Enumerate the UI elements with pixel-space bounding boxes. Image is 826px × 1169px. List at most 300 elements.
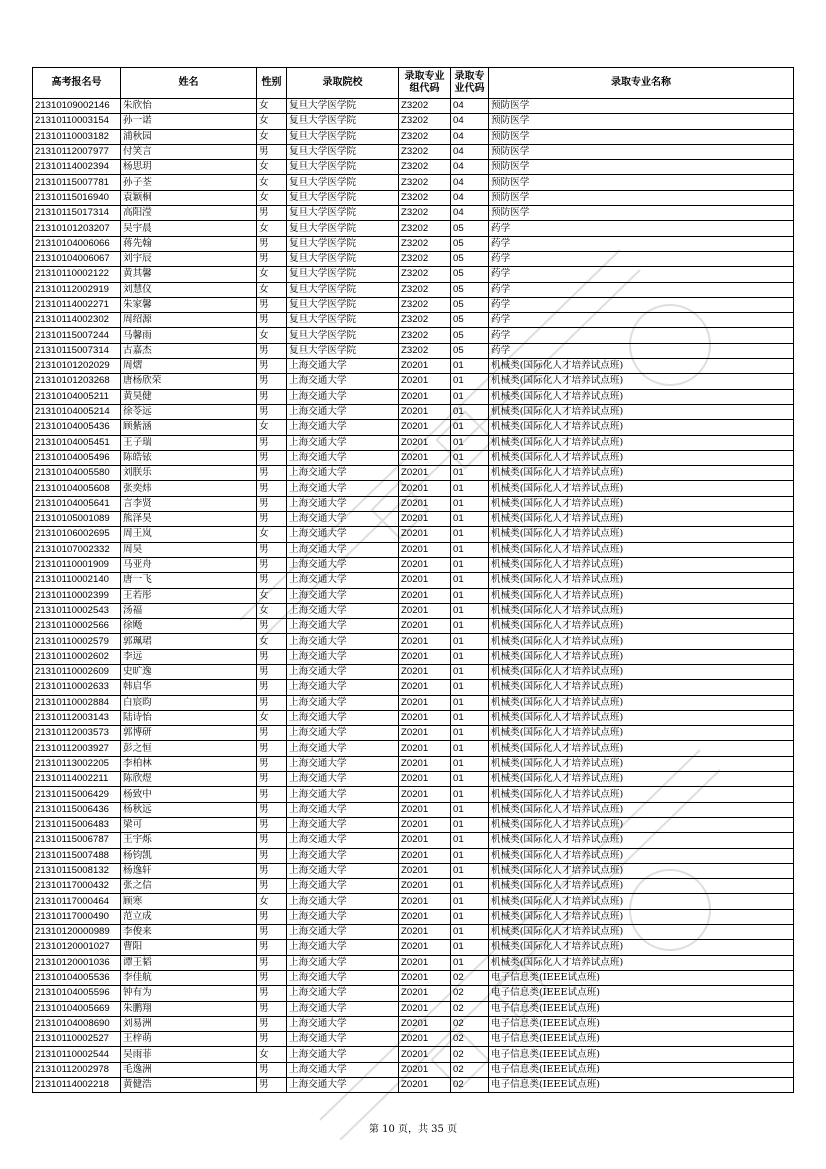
cell-major-name: 机械类(国际化人才培养试点班)	[489, 466, 794, 481]
cell-major-name: 机械类(国际化人才培养试点班)	[489, 664, 794, 679]
cell-gender: 女	[257, 267, 287, 282]
cell-major-code: 01	[451, 619, 489, 634]
cell-exam-id: 21310110001909	[33, 557, 121, 572]
cell-major-name: 机械类(国际化人才培养试点班)	[489, 603, 794, 618]
cell-gender: 男	[257, 802, 287, 817]
cell-group-code: Z3202	[399, 129, 451, 144]
cell-major-name: 药学	[489, 236, 794, 251]
cell-gender: 男	[257, 389, 287, 404]
cell-name: 周绍源	[121, 313, 257, 328]
cell-group-code: Z0201	[399, 833, 451, 848]
table-row	[33, 389, 794, 404]
cell-exam-id: 21310115017314	[33, 206, 121, 221]
cell-group-code: Z0201	[399, 772, 451, 787]
cell-major-name: 机械类(国际化人才培养试点班)	[489, 359, 794, 374]
cell-gender: 男	[257, 297, 287, 312]
cell-gender: 女	[257, 634, 287, 649]
cell-exam-id: 21310104005211	[33, 389, 121, 404]
cell-major-name: 机械类(国际化人才培养试点班)	[489, 787, 794, 802]
cell-name: 孙一诺	[121, 114, 257, 129]
cell-major-name: 机械类(国际化人才培养试点班)	[489, 879, 794, 894]
cell-group-code: Z0201	[399, 787, 451, 802]
cell-gender: 男	[257, 466, 287, 481]
cell-gender: 女	[257, 221, 287, 236]
cell-exam-id: 21310110003154	[33, 114, 121, 129]
cell-name: 黄其馨	[121, 267, 257, 282]
cell-name: 李佳航	[121, 970, 257, 985]
cell-exam-id: 21310110002543	[33, 603, 121, 618]
cell-name: 言李贤	[121, 496, 257, 511]
cell-exam-id: 21310120000989	[33, 925, 121, 940]
cell-major-code: 01	[451, 634, 489, 649]
cell-group-code: Z0201	[399, 802, 451, 817]
cell-name: 梁可	[121, 817, 257, 832]
cell-name: 陈欣煜	[121, 772, 257, 787]
cell-gender: 女	[257, 328, 287, 343]
cell-name: 曹阳	[121, 940, 257, 955]
cell-name: 张奕炜	[121, 481, 257, 496]
cell-major-name: 机械类(国际化人才培养试点班)	[489, 863, 794, 878]
cell-school: 复旦大学医学院	[287, 175, 399, 190]
cell-major-code: 01	[451, 955, 489, 970]
cell-gender: 男	[257, 1062, 287, 1077]
cell-major-code: 01	[451, 649, 489, 664]
cell-major-code: 05	[451, 282, 489, 297]
table-row	[33, 787, 794, 802]
cell-major-name: 药学	[489, 343, 794, 358]
cell-gender: 男	[257, 1016, 287, 1031]
cell-major-name: 机械类(国际化人才培养试点班)	[489, 557, 794, 572]
cell-major-code: 01	[451, 466, 489, 481]
cell-school: 上海交通大学	[287, 573, 399, 588]
cell-school: 复旦大学医学院	[287, 328, 399, 343]
cell-exam-id: 21310120001027	[33, 940, 121, 955]
cell-school: 上海交通大学	[287, 527, 399, 542]
cell-gender: 女	[257, 282, 287, 297]
cell-gender: 男	[257, 542, 287, 557]
cell-school: 上海交通大学	[287, 557, 399, 572]
cell-exam-id: 21310115008132	[33, 863, 121, 878]
table-row	[33, 512, 794, 527]
cell-major-name: 机械类(国际化人才培养试点班)	[489, 512, 794, 527]
cell-group-code: Z0201	[399, 619, 451, 634]
cell-major-name: 预防医学	[489, 144, 794, 159]
cell-name: 唐一飞	[121, 573, 257, 588]
cell-name: 史旷逸	[121, 664, 257, 679]
cell-gender: 男	[257, 986, 287, 1001]
cell-group-code: Z0201	[399, 496, 451, 511]
cell-group-code: Z3202	[399, 343, 451, 358]
cell-name: 张之信	[121, 879, 257, 894]
table-row	[33, 925, 794, 940]
cell-name: 毛逸洲	[121, 1062, 257, 1077]
table-row	[33, 1062, 794, 1077]
cell-exam-id: 21310104005580	[33, 466, 121, 481]
cell-gender: 男	[257, 756, 287, 771]
cell-gender: 男	[257, 435, 287, 450]
table-row	[33, 680, 794, 695]
cell-gender: 女	[257, 190, 287, 205]
cell-exam-id: 21310104008690	[33, 1016, 121, 1031]
table-row	[33, 404, 794, 419]
cell-major-code: 04	[451, 114, 489, 129]
cell-name: 杨秋远	[121, 802, 257, 817]
cell-major-name: 预防医学	[489, 160, 794, 175]
table-row	[33, 970, 794, 985]
cell-gender: 男	[257, 848, 287, 863]
cell-school: 上海交通大学	[287, 741, 399, 756]
cell-exam-id: 21310115006787	[33, 833, 121, 848]
cell-group-code: Z0201	[399, 466, 451, 481]
cell-exam-id: 21310110003182	[33, 129, 121, 144]
cell-school: 复旦大学医学院	[287, 160, 399, 175]
cell-school: 上海交通大学	[287, 726, 399, 741]
cell-major-name: 药学	[489, 221, 794, 236]
cell-major-code: 02	[451, 1062, 489, 1077]
cell-group-code: Z3202	[399, 297, 451, 312]
cell-exam-id: 21310115007244	[33, 328, 121, 343]
cell-exam-id: 21310112002978	[33, 1062, 121, 1077]
table-row	[33, 619, 794, 634]
cell-major-code: 05	[451, 313, 489, 328]
cell-group-code: Z3202	[399, 144, 451, 159]
cell-exam-id: 21310110002633	[33, 680, 121, 695]
cell-major-code: 01	[451, 420, 489, 435]
cell-exam-id: 21310110002884	[33, 695, 121, 710]
cell-major-name: 机械类(国际化人才培养试点班)	[489, 404, 794, 419]
cell-major-name: 电子信息类(IEEE试点班)	[489, 1032, 794, 1047]
cell-gender: 女	[257, 114, 287, 129]
cell-name: 刘慧仪	[121, 282, 257, 297]
cell-school: 上海交通大学	[287, 664, 399, 679]
table-row	[33, 313, 794, 328]
cell-group-code: Z3202	[399, 175, 451, 190]
cell-gender: 男	[257, 1032, 287, 1047]
table-row	[33, 236, 794, 251]
cell-exam-id: 21310104005214	[33, 404, 121, 419]
cell-group-code: Z0201	[399, 955, 451, 970]
table-row	[33, 1016, 794, 1031]
cell-exam-id: 21310114002394	[33, 160, 121, 175]
cell-school: 上海交通大学	[287, 374, 399, 389]
cell-gender: 男	[257, 970, 287, 985]
cell-gender: 男	[257, 925, 287, 940]
header-exam-id: 高考报名号	[33, 68, 121, 99]
cell-school: 上海交通大学	[287, 817, 399, 832]
cell-major-code: 01	[451, 848, 489, 863]
table-row	[33, 466, 794, 481]
cell-name: 周王岚	[121, 527, 257, 542]
cell-major-code: 05	[451, 236, 489, 251]
cell-major-code: 01	[451, 741, 489, 756]
table-row	[33, 297, 794, 312]
cell-major-code: 01	[451, 756, 489, 771]
cell-name: 王宇烁	[121, 833, 257, 848]
cell-name: 顾紫涵	[121, 420, 257, 435]
table-row	[33, 955, 794, 970]
cell-school: 上海交通大学	[287, 481, 399, 496]
cell-group-code: Z0201	[399, 1001, 451, 1016]
table-row	[33, 573, 794, 588]
cell-school: 上海交通大学	[287, 772, 399, 787]
cell-exam-id: 21310112007977	[33, 144, 121, 159]
table-row	[33, 221, 794, 236]
cell-major-code: 01	[451, 496, 489, 511]
cell-exam-id: 21310104005451	[33, 435, 121, 450]
cell-school: 上海交通大学	[287, 496, 399, 511]
cell-name: 杨逸轩	[121, 863, 257, 878]
table-row	[33, 710, 794, 725]
cell-major-code: 05	[451, 343, 489, 358]
cell-school: 复旦大学医学院	[287, 144, 399, 159]
cell-gender: 男	[257, 664, 287, 679]
cell-group-code: Z0201	[399, 756, 451, 771]
cell-school: 复旦大学医学院	[287, 313, 399, 328]
header-group-code: 录取专业组代码	[399, 68, 451, 99]
cell-gender: 男	[257, 649, 287, 664]
cell-gender: 男	[257, 313, 287, 328]
cell-major-name: 机械类(国际化人才培养试点班)	[489, 833, 794, 848]
cell-exam-id: 21310115007488	[33, 848, 121, 863]
cell-major-code: 05	[451, 267, 489, 282]
cell-group-code: Z3202	[399, 267, 451, 282]
cell-exam-id: 21310110002122	[33, 267, 121, 282]
cell-exam-id: 21310114002271	[33, 297, 121, 312]
cell-name: 徐飏	[121, 619, 257, 634]
cell-group-code: Z3202	[399, 328, 451, 343]
cell-major-name: 机械类(国际化人才培养试点班)	[489, 848, 794, 863]
cell-group-code: Z0201	[399, 863, 451, 878]
cell-name: 郭珮珺	[121, 634, 257, 649]
cell-major-name: 机械类(国际化人才培养试点班)	[489, 649, 794, 664]
cell-gender: 男	[257, 879, 287, 894]
cell-group-code: Z0201	[399, 1016, 451, 1031]
cell-major-code: 01	[451, 879, 489, 894]
cell-group-code: Z0201	[399, 879, 451, 894]
cell-major-code: 02	[451, 1001, 489, 1016]
table-row	[33, 1078, 794, 1093]
cell-major-code: 01	[451, 787, 489, 802]
cell-gender: 男	[257, 343, 287, 358]
cell-major-name: 机械类(国际化人才培养试点班)	[489, 802, 794, 817]
cell-name: 陈皓铱	[121, 450, 257, 465]
cell-exam-id: 21310115007781	[33, 175, 121, 190]
cell-gender: 男	[257, 680, 287, 695]
cell-exam-id: 21310104005641	[33, 496, 121, 511]
cell-major-code: 01	[451, 389, 489, 404]
cell-gender: 男	[257, 404, 287, 419]
cell-exam-id: 21310110002140	[33, 573, 121, 588]
cell-major-name: 机械类(国际化人才培养试点班)	[489, 435, 794, 450]
cell-group-code: Z0201	[399, 817, 451, 832]
cell-school: 上海交通大学	[287, 1001, 399, 1016]
cell-major-code: 05	[451, 297, 489, 312]
cell-gender: 男	[257, 955, 287, 970]
table-row	[33, 940, 794, 955]
cell-gender: 男	[257, 512, 287, 527]
cell-name: 朱家馨	[121, 297, 257, 312]
table-row	[33, 833, 794, 848]
cell-major-name: 电子信息类(IEEE试点班)	[489, 1062, 794, 1077]
table-row	[33, 343, 794, 358]
cell-group-code: Z0201	[399, 741, 451, 756]
cell-gender: 男	[257, 1001, 287, 1016]
cell-major-name: 机械类(国际化人才培养试点班)	[489, 389, 794, 404]
cell-name: 吴雨菲	[121, 1047, 257, 1062]
cell-school: 上海交通大学	[287, 588, 399, 603]
cell-exam-id: 21310104005496	[33, 450, 121, 465]
cell-exam-id: 21310109002146	[33, 99, 121, 114]
table-row	[33, 359, 794, 374]
cell-school: 上海交通大学	[287, 512, 399, 527]
cell-exam-id: 21310117000464	[33, 894, 121, 909]
header-gender: 性别	[257, 68, 287, 99]
cell-major-name: 药学	[489, 297, 794, 312]
cell-exam-id: 21310112002919	[33, 282, 121, 297]
cell-school: 上海交通大学	[287, 909, 399, 924]
table-row	[33, 114, 794, 129]
cell-exam-id: 21310110002527	[33, 1032, 121, 1047]
cell-group-code: Z0201	[399, 940, 451, 955]
cell-school: 复旦大学医学院	[287, 251, 399, 266]
table-row	[33, 726, 794, 741]
cell-school: 上海交通大学	[287, 1078, 399, 1093]
admission-table	[32, 67, 794, 1093]
cell-school: 复旦大学医学院	[287, 221, 399, 236]
cell-gender: 女	[257, 527, 287, 542]
cell-name: 朱鹏翔	[121, 1001, 257, 1016]
table-row	[33, 741, 794, 756]
table-row	[33, 756, 794, 771]
cell-major-code: 01	[451, 573, 489, 588]
table-row	[33, 481, 794, 496]
cell-name: 陆诗怡	[121, 710, 257, 725]
cell-name: 王若彤	[121, 588, 257, 603]
cell-gender: 男	[257, 619, 287, 634]
header-school: 录取院校	[287, 68, 399, 99]
table-row	[33, 986, 794, 1001]
cell-exam-id: 21310101203268	[33, 374, 121, 389]
cell-major-name: 药学	[489, 313, 794, 328]
cell-name: 马馨雨	[121, 328, 257, 343]
cell-gender: 女	[257, 603, 287, 618]
cell-major-name: 机械类(国际化人才培养试点班)	[489, 542, 794, 557]
cell-school: 上海交通大学	[287, 940, 399, 955]
cell-school: 上海交通大学	[287, 466, 399, 481]
cell-group-code: Z0201	[399, 404, 451, 419]
table-row	[33, 267, 794, 282]
cell-exam-id: 21310107002332	[33, 542, 121, 557]
cell-major-name: 机械类(国际化人才培养试点班)	[489, 680, 794, 695]
cell-school: 上海交通大学	[287, 542, 399, 557]
cell-major-code: 01	[451, 940, 489, 955]
cell-group-code: Z3202	[399, 206, 451, 221]
cell-name: 黄健浩	[121, 1078, 257, 1093]
cell-gender: 女	[257, 99, 287, 114]
table-row	[33, 1047, 794, 1062]
cell-gender: 男	[257, 817, 287, 832]
cell-name: 范立成	[121, 909, 257, 924]
table-row	[33, 634, 794, 649]
cell-group-code: Z0201	[399, 603, 451, 618]
cell-name: 高阳滢	[121, 206, 257, 221]
cell-gender: 女	[257, 894, 287, 909]
header-major-name: 录取专业名称	[489, 68, 794, 99]
cell-major-name: 机械类(国际化人才培养试点班)	[489, 817, 794, 832]
cell-group-code: Z0201	[399, 542, 451, 557]
table-row	[33, 251, 794, 266]
cell-school: 上海交通大学	[287, 1032, 399, 1047]
table-row	[33, 144, 794, 159]
table-header-row	[33, 68, 794, 99]
cell-gender: 女	[257, 175, 287, 190]
cell-group-code: Z3202	[399, 160, 451, 175]
cell-group-code: Z0201	[399, 634, 451, 649]
cell-group-code: Z3202	[399, 99, 451, 114]
table-row	[33, 527, 794, 542]
cell-name: 刘易洲	[121, 1016, 257, 1031]
cell-major-name: 药学	[489, 328, 794, 343]
cell-gender: 女	[257, 588, 287, 603]
cell-major-name: 电子信息类(IEEE试点班)	[489, 1016, 794, 1031]
cell-exam-id: 21310104005596	[33, 986, 121, 1001]
cell-group-code: Z0201	[399, 848, 451, 863]
cell-name: 周熠	[121, 359, 257, 374]
cell-major-name: 预防医学	[489, 114, 794, 129]
cell-major-code: 01	[451, 450, 489, 465]
cell-school: 复旦大学医学院	[287, 99, 399, 114]
table-row	[33, 557, 794, 572]
cell-major-code: 02	[451, 970, 489, 985]
cell-group-code: Z0201	[399, 970, 451, 985]
cell-major-name: 机械类(国际化人才培养试点班)	[489, 726, 794, 741]
cell-major-name: 机械类(国际化人才培养试点班)	[489, 955, 794, 970]
cell-group-code: Z0201	[399, 695, 451, 710]
cell-gender: 男	[257, 251, 287, 266]
cell-major-name: 机械类(国际化人才培养试点班)	[489, 940, 794, 955]
table-row	[33, 282, 794, 297]
cell-exam-id: 21310120001036	[33, 955, 121, 970]
cell-school: 上海交通大学	[287, 879, 399, 894]
cell-group-code: Z0201	[399, 359, 451, 374]
cell-group-code: Z0201	[399, 450, 451, 465]
cell-group-code: Z0201	[399, 1047, 451, 1062]
cell-gender: 男	[257, 1078, 287, 1093]
cell-major-code: 04	[451, 99, 489, 114]
cell-major-code: 02	[451, 1016, 489, 1031]
cell-major-code: 05	[451, 328, 489, 343]
cell-group-code: Z3202	[399, 251, 451, 266]
cell-major-code: 04	[451, 175, 489, 190]
cell-name: 李柏林	[121, 756, 257, 771]
cell-gender: 男	[257, 481, 287, 496]
cell-major-code: 04	[451, 129, 489, 144]
cell-gender: 男	[257, 573, 287, 588]
table-row	[33, 848, 794, 863]
cell-exam-id: 21310114002302	[33, 313, 121, 328]
cell-name: 顾寒	[121, 894, 257, 909]
cell-name: 钟有为	[121, 986, 257, 1001]
cell-major-code: 01	[451, 863, 489, 878]
cell-school: 上海交通大学	[287, 450, 399, 465]
cell-school: 复旦大学医学院	[287, 114, 399, 129]
cell-name: 王梓萌	[121, 1032, 257, 1047]
cell-exam-id: 21310110002544	[33, 1047, 121, 1062]
cell-name: 杨钧凯	[121, 848, 257, 863]
cell-school: 上海交通大学	[287, 894, 399, 909]
cell-major-name: 药学	[489, 282, 794, 297]
cell-exam-id: 21310104006066	[33, 236, 121, 251]
